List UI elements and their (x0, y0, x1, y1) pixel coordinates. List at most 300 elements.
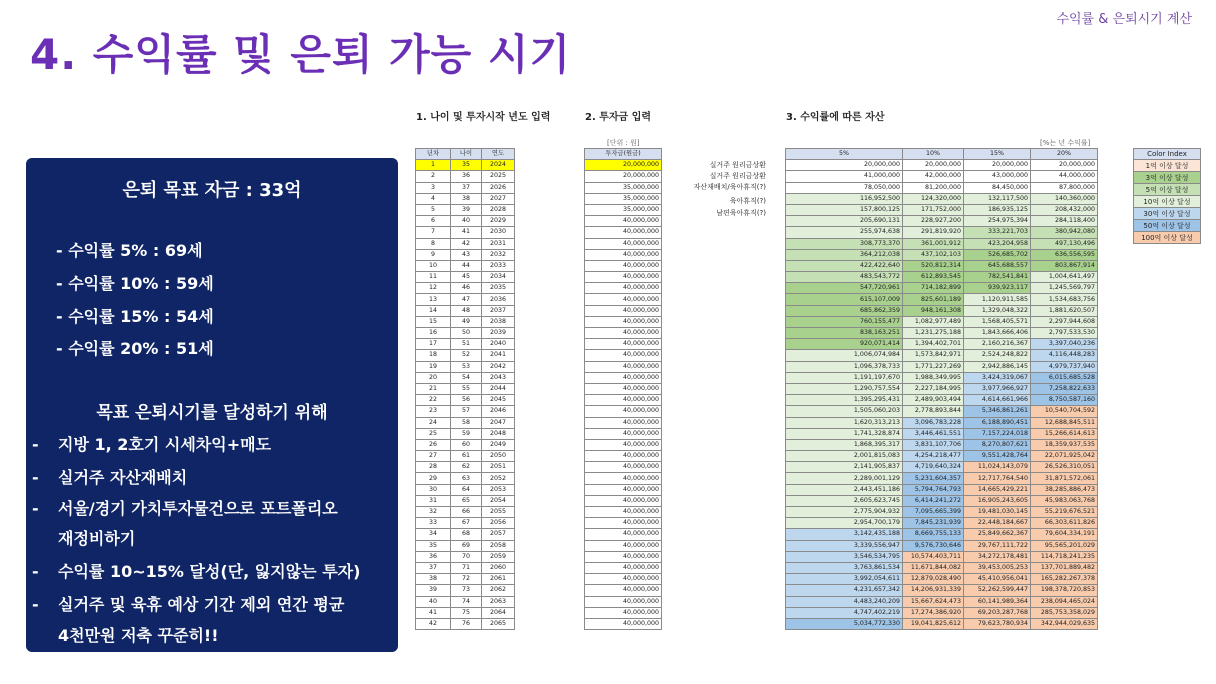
table-cell: 20,000,000 (964, 160, 1031, 171)
table-row (416, 316, 515, 327)
table-cell: 1,096,378,733 (786, 361, 903, 372)
table-cell[interactable]: 2056 (482, 518, 515, 529)
table-cell[interactable]: 60 (451, 439, 482, 450)
table-cell: 2,524,248,822 (964, 350, 1031, 361)
table-cell[interactable]: 40,000,000 (585, 216, 662, 227)
table-cell[interactable]: 2057 (482, 529, 515, 540)
table-row (416, 193, 515, 204)
legend-item: 3억 이상 달성 (1134, 172, 1201, 184)
table-cell[interactable]: 40,000,000 (585, 383, 662, 394)
table-cell: 497,130,496 (1031, 238, 1098, 249)
table-cell[interactable]: 59 (451, 428, 482, 439)
table-cell[interactable]: 40,000,000 (585, 439, 662, 450)
table-row (416, 574, 515, 585)
table-cell[interactable]: 39 (451, 204, 482, 215)
table-cell[interactable]: 47 (451, 294, 482, 305)
legend-row (1134, 208, 1201, 220)
table-cell[interactable]: 21 (416, 383, 451, 394)
table-cell[interactable]: 40,000,000 (585, 540, 662, 551)
table-cell[interactable]: 3 (416, 182, 451, 193)
table-cell[interactable]: 2037 (482, 305, 515, 316)
table-cell: 116,952,500 (786, 193, 903, 204)
table-cell: 12,879,028,490 (903, 574, 964, 585)
table-cell: 5,346,861,261 (964, 406, 1031, 417)
table-row (416, 260, 515, 271)
table-cell[interactable]: 56 (451, 395, 482, 406)
table-cell: 939,923,117 (964, 283, 1031, 294)
table-cell[interactable]: 32 (416, 507, 451, 518)
section-title-age: 1. 나이 및 투자시작 년도 입력 (416, 112, 551, 123)
table-cell[interactable]: 63 (451, 473, 482, 484)
table-cell[interactable]: 41 (416, 607, 451, 618)
table-cell[interactable]: 8 (416, 238, 451, 249)
table-cell: 361,001,912 (903, 238, 964, 249)
table-cell[interactable]: 37 (451, 182, 482, 193)
table-row (585, 383, 662, 394)
table-cell[interactable]: 29 (416, 473, 451, 484)
table-cell: 364,212,038 (786, 249, 903, 260)
table-cell[interactable]: 72 (451, 574, 482, 585)
table-cell[interactable]: 28 (416, 462, 451, 473)
table-cell[interactable]: 51 (451, 339, 482, 350)
table-cell[interactable]: 40,000,000 (585, 238, 662, 249)
table-cell: 84,450,000 (964, 182, 1031, 193)
table-cell[interactable]: 40,000,000 (585, 596, 662, 607)
table-row (786, 562, 1098, 573)
table-cell: 12,688,845,511 (1031, 417, 1098, 428)
table-row (786, 283, 1098, 294)
table-cell[interactable]: 24 (416, 417, 451, 428)
table-cell[interactable]: 50 (451, 328, 482, 339)
table-cell: 3,992,054,611 (786, 574, 903, 585)
table-cell: 4,231,657,342 (786, 585, 903, 596)
table-row (416, 507, 515, 518)
plan-note: 실거주 원리금상환 (709, 172, 766, 180)
table-cell[interactable]: 15 (416, 316, 451, 327)
table-cell: 132,117,500 (964, 193, 1031, 204)
table-cell[interactable]: 4 (416, 193, 451, 204)
table-cell[interactable]: 2052 (482, 473, 515, 484)
table-row (416, 227, 515, 238)
table-cell: 1,568,405,571 (964, 316, 1031, 327)
table-row (585, 350, 662, 361)
table-cell[interactable]: 19 (416, 361, 451, 372)
table-cell[interactable]: 2054 (482, 495, 515, 506)
table-cell[interactable]: 40,000,000 (585, 428, 662, 439)
strategy-bullet: 4천만원 저축 꾸준히!! (58, 626, 219, 645)
table-cell[interactable]: 2041 (482, 350, 515, 361)
table-cell: 9,551,428,764 (964, 451, 1031, 462)
table-cell[interactable]: 7 (416, 227, 451, 238)
table-cell: 3,977,966,927 (964, 383, 1031, 394)
table-cell[interactable]: 44 (451, 260, 482, 271)
table-cell[interactable]: 40,000,000 (585, 518, 662, 529)
table-cell[interactable]: 6 (416, 216, 451, 227)
table-cell[interactable]: 2053 (482, 484, 515, 495)
table-cell[interactable]: 66 (451, 507, 482, 518)
table-cell[interactable]: 40,000,000 (585, 507, 662, 518)
table-cell[interactable]: 48 (451, 305, 482, 316)
table-cell[interactable]: 40,000,000 (585, 562, 662, 573)
table-cell: 3,142,435,188 (786, 529, 903, 540)
table-row (786, 305, 1098, 316)
table-cell[interactable]: 2040 (482, 339, 515, 350)
table-cell: 205,690,131 (786, 216, 903, 227)
table-cell[interactable]: 2034 (482, 272, 515, 283)
table-cell[interactable]: 40,000,000 (585, 462, 662, 473)
table-row (585, 428, 662, 439)
table-cell[interactable]: 2039 (482, 328, 515, 339)
table-cell: 5,231,604,357 (903, 473, 964, 484)
table-cell[interactable]: 40,000,000 (585, 395, 662, 406)
table-cell[interactable]: 2061 (482, 574, 515, 585)
table-cell[interactable]: 73 (451, 585, 482, 596)
table-cell[interactable]: 40 (416, 596, 451, 607)
table-cell[interactable]: 40,000,000 (585, 372, 662, 383)
table-cell[interactable]: 41 (451, 227, 482, 238)
table-row (416, 350, 515, 361)
table-cell[interactable]: 39 (416, 585, 451, 596)
table-row (585, 361, 662, 372)
column-header: 15% (964, 149, 1031, 160)
table-cell: 26,526,310,051 (1031, 462, 1098, 473)
table-cell: 55,219,676,521 (1031, 507, 1098, 518)
table-cell[interactable]: 40,000,000 (585, 529, 662, 540)
table-cell[interactable]: 38 (416, 574, 451, 585)
table-cell[interactable]: 2055 (482, 507, 515, 518)
table-cell: 165,282,267,378 (1031, 574, 1098, 585)
table-cell[interactable]: 53 (451, 361, 482, 372)
table-cell[interactable]: 2030 (482, 227, 515, 238)
table-cell[interactable]: 2028 (482, 204, 515, 215)
table-cell[interactable]: 2032 (482, 249, 515, 260)
table-cell[interactable]: 2049 (482, 439, 515, 450)
table-row (585, 607, 662, 618)
table-cell[interactable]: 40,000,000 (585, 272, 662, 283)
table-row (585, 529, 662, 540)
table-cell[interactable]: 2050 (482, 451, 515, 462)
table-row (585, 473, 662, 484)
table-row (786, 585, 1098, 596)
table-row (416, 249, 515, 260)
column-header: 연도 (482, 149, 515, 160)
table-cell[interactable]: 2044 (482, 383, 515, 394)
table-cell[interactable]: 2042 (482, 361, 515, 372)
table-cell[interactable]: 38 (451, 193, 482, 204)
table-cell: 1,082,977,489 (903, 316, 964, 327)
table-row (786, 551, 1098, 562)
table-cell: 43,000,000 (964, 171, 1031, 182)
table-cell[interactable]: 2059 (482, 551, 515, 562)
table-cell[interactable]: 40 (451, 216, 482, 227)
table-row (416, 305, 515, 316)
table-cell[interactable]: 40,000,000 (585, 417, 662, 428)
table-cell[interactable]: 2036 (482, 294, 515, 305)
table-cell[interactable]: 67 (451, 518, 482, 529)
table-cell[interactable]: 71 (451, 562, 482, 573)
table-cell[interactable]: 40,000,000 (585, 451, 662, 462)
table-cell[interactable]: 40,000,000 (585, 249, 662, 260)
table-cell: 1,843,666,406 (964, 328, 1031, 339)
table-cell: 22,071,925,042 (1031, 451, 1098, 462)
table-cell: 285,753,358,029 (1031, 607, 1098, 618)
table-cell[interactable]: 1 (416, 160, 451, 171)
table-cell[interactable]: 74 (451, 596, 482, 607)
table-cell: 2,289,001,129 (786, 473, 903, 484)
table-cell[interactable]: 2060 (482, 562, 515, 573)
table-row (786, 439, 1098, 450)
table-cell[interactable]: 37 (416, 562, 451, 573)
legend-row (1134, 184, 1201, 196)
table-cell[interactable]: 11 (416, 272, 451, 283)
table-row (585, 283, 662, 294)
table-cell[interactable]: 2 (416, 171, 451, 182)
table-cell: 14,665,429,221 (964, 484, 1031, 495)
table-cell[interactable]: 2043 (482, 372, 515, 383)
table-cell: 636,556,595 (1031, 249, 1098, 260)
table-cell[interactable]: 14 (416, 305, 451, 316)
table-cell[interactable]: 30 (416, 484, 451, 495)
table-cell[interactable]: 2062 (482, 585, 515, 596)
table-cell[interactable]: 62 (451, 462, 482, 473)
table-row (585, 316, 662, 327)
table-row (786, 529, 1098, 540)
table-cell[interactable]: 70 (451, 551, 482, 562)
table-cell[interactable]: 58 (451, 417, 482, 428)
table-cell[interactable]: 2027 (482, 193, 515, 204)
table-cell[interactable]: 46 (451, 283, 482, 294)
table-cell: 920,071,414 (786, 339, 903, 350)
table-cell: 39,453,005,253 (964, 562, 1031, 573)
table-cell[interactable]: 2051 (482, 462, 515, 473)
table-cell[interactable]: 2065 (482, 618, 515, 629)
table-cell[interactable]: 23 (416, 406, 451, 417)
table-cell: 7,095,665,399 (903, 507, 964, 518)
table-cell[interactable]: 35 (416, 540, 451, 551)
table-cell[interactable]: 2038 (482, 316, 515, 327)
table-cell: 437,102,103 (903, 249, 964, 260)
table-cell[interactable]: 55 (451, 383, 482, 394)
table-cell[interactable]: 40,000,000 (585, 305, 662, 316)
table-cell[interactable]: 68 (451, 529, 482, 540)
table-cell[interactable]: 18 (416, 350, 451, 361)
table-cell[interactable]: 64 (451, 484, 482, 495)
table-cell[interactable]: 5 (416, 204, 451, 215)
table-cell: 2,297,944,608 (1031, 316, 1098, 327)
table-cell[interactable]: 40,000,000 (585, 316, 662, 327)
strategy-bullet: - 지방 1, 2호기 시세차익+매도 (32, 435, 272, 454)
table-cell[interactable]: 2031 (482, 238, 515, 249)
table-cell[interactable]: 2029 (482, 216, 515, 227)
table-cell[interactable]: 40,000,000 (585, 260, 662, 271)
table-cell: 1,881,620,507 (1031, 305, 1098, 316)
table-cell[interactable]: 36 (416, 551, 451, 562)
table-cell: 228,927,200 (903, 216, 964, 227)
table-row (416, 272, 515, 283)
table-row (786, 507, 1098, 518)
table-cell[interactable]: 49 (451, 316, 482, 327)
table-row (585, 260, 662, 271)
table-cell[interactable]: 2064 (482, 607, 515, 618)
table-cell: 1,573,842,971 (903, 350, 964, 361)
table-cell: 157,800,125 (786, 204, 903, 215)
table-row (786, 607, 1098, 618)
table-row (786, 316, 1098, 327)
table-cell: 483,543,772 (786, 272, 903, 283)
table-cell[interactable]: 40,000,000 (585, 607, 662, 618)
table-cell[interactable]: 40,000,000 (585, 551, 662, 562)
table-row (786, 227, 1098, 238)
table-row (786, 417, 1098, 428)
table-row (585, 439, 662, 450)
table-cell[interactable]: 17 (416, 339, 451, 350)
table-row (416, 294, 515, 305)
table-row (786, 406, 1098, 417)
table-cell: 19,481,030,145 (964, 507, 1031, 518)
table-cell: 10,540,704,592 (1031, 406, 1098, 417)
table-cell[interactable]: 42 (416, 618, 451, 629)
table-cell[interactable]: 40,000,000 (585, 361, 662, 372)
table-cell[interactable]: 2063 (482, 596, 515, 607)
table-cell[interactable]: 2046 (482, 406, 515, 417)
table-cell[interactable]: 16 (416, 328, 451, 339)
column-header: 5% (786, 149, 903, 160)
table-cell: 137,701,889,482 (1031, 562, 1098, 573)
table-cell: 60,141,989,364 (964, 596, 1031, 607)
table-cell[interactable]: 40,000,000 (585, 585, 662, 596)
page-title: 4. 수익률 및 은퇴 가능 시기 (30, 30, 572, 79)
table-cell[interactable]: 31 (416, 495, 451, 506)
table-cell[interactable]: 40,000,000 (585, 473, 662, 484)
table-cell: 114,718,241,235 (1031, 551, 1098, 562)
table-cell[interactable]: 2045 (482, 395, 515, 406)
table-cell: 1,741,328,874 (786, 428, 903, 439)
table-row (416, 283, 515, 294)
table-cell[interactable]: 2026 (482, 182, 515, 193)
table-cell[interactable]: 40,000,000 (585, 339, 662, 350)
table-cell[interactable]: 13 (416, 294, 451, 305)
table-row (585, 204, 662, 215)
table-cell[interactable]: 20 (416, 372, 451, 383)
table-cell[interactable]: 20,000,000 (585, 171, 662, 182)
table-cell: 1,120,911,585 (964, 294, 1031, 305)
table-cell[interactable]: 54 (451, 372, 482, 383)
table-cell[interactable]: 61 (451, 451, 482, 462)
table-cell[interactable]: 40,000,000 (585, 328, 662, 339)
table-cell[interactable]: 26 (416, 439, 451, 450)
table-cell[interactable]: 40,000,000 (585, 574, 662, 585)
table-cell[interactable]: 2024 (482, 160, 515, 171)
table-cell: 15,266,614,613 (1031, 428, 1098, 439)
table-cell: 20,000,000 (1031, 160, 1098, 171)
table-cell[interactable]: 76 (451, 618, 482, 629)
legend-row (1134, 160, 1201, 172)
table-cell[interactable]: 36 (451, 171, 482, 182)
table-cell[interactable]: 40,000,000 (585, 227, 662, 238)
table-cell[interactable]: 10 (416, 260, 451, 271)
table-cell: 1,988,349,995 (903, 372, 964, 383)
table-cell[interactable]: 45 (451, 272, 482, 283)
table-cell[interactable]: 75 (451, 607, 482, 618)
table-cell[interactable]: 34 (416, 529, 451, 540)
table-cell[interactable]: 2058 (482, 540, 515, 551)
table-cell[interactable]: 2047 (482, 417, 515, 428)
table-row (585, 171, 662, 182)
legend-title: Color Index (1134, 149, 1201, 160)
table-row (786, 428, 1098, 439)
table-cell[interactable]: 57 (451, 406, 482, 417)
table-cell[interactable]: 40,000,000 (585, 294, 662, 305)
table-cell[interactable]: 69 (451, 540, 482, 551)
table-cell[interactable]: 52 (451, 350, 482, 361)
legend-item: 100억 이상 달성 (1134, 232, 1201, 244)
table-row (585, 507, 662, 518)
table-row (416, 171, 515, 182)
table-cell[interactable]: 2035 (482, 283, 515, 294)
table-cell[interactable]: 2033 (482, 260, 515, 271)
table-cell[interactable]: 25 (416, 428, 451, 439)
table-cell[interactable]: 65 (451, 495, 482, 506)
table-cell: 284,118,400 (1031, 216, 1098, 227)
table-cell[interactable]: 35,000,000 (585, 182, 662, 193)
table-cell[interactable]: 40,000,000 (585, 484, 662, 495)
table-cell[interactable]: 40,000,000 (585, 283, 662, 294)
table-cell[interactable]: 43 (451, 249, 482, 260)
table-row (786, 495, 1098, 506)
table-cell[interactable]: 40,000,000 (585, 350, 662, 361)
table-row (786, 272, 1098, 283)
table-cell[interactable]: 20,000,000 (585, 160, 662, 171)
table-cell[interactable]: 2048 (482, 428, 515, 439)
table-row (585, 562, 662, 573)
table-cell: 423,204,958 (964, 238, 1031, 249)
table-cell: 45,410,956,041 (964, 574, 1031, 585)
table-cell[interactable]: 27 (416, 451, 451, 462)
table-cell: 8,669,755,133 (903, 529, 964, 540)
table-row (585, 551, 662, 562)
table-cell[interactable]: 35,000,000 (585, 204, 662, 215)
table-cell[interactable]: 35,000,000 (585, 193, 662, 204)
assets-by-rate-table (785, 148, 1098, 630)
table-cell: 7,258,822,633 (1031, 383, 1098, 394)
table-row (416, 160, 515, 171)
table-cell: 2,443,451,186 (786, 484, 903, 495)
table-cell[interactable]: 33 (416, 518, 451, 529)
table-cell[interactable]: 35 (451, 160, 482, 171)
table-cell: 2,797,533,530 (1031, 328, 1098, 339)
table-row (585, 417, 662, 428)
table-cell[interactable]: 40,000,000 (585, 406, 662, 417)
table-cell[interactable]: 40,000,000 (585, 495, 662, 506)
table-row (416, 328, 515, 339)
table-row (786, 294, 1098, 305)
table-cell: 52,262,599,447 (964, 585, 1031, 596)
table-cell[interactable]: 42 (451, 238, 482, 249)
table-row (416, 372, 515, 383)
table-row (786, 361, 1098, 372)
table-cell[interactable]: 40,000,000 (585, 618, 662, 629)
table-cell[interactable]: 22 (416, 395, 451, 406)
table-cell[interactable]: 9 (416, 249, 451, 260)
table-cell: 1,868,395,317 (786, 439, 903, 450)
table-cell: 5,794,764,793 (903, 484, 964, 495)
table-row (416, 451, 515, 462)
table-cell[interactable]: 2025 (482, 171, 515, 182)
table-cell: 2,775,904,932 (786, 507, 903, 518)
table-cell[interactable]: 12 (416, 283, 451, 294)
table-cell: 4,254,218,477 (903, 451, 964, 462)
table-cell: 3,397,040,236 (1031, 339, 1098, 350)
